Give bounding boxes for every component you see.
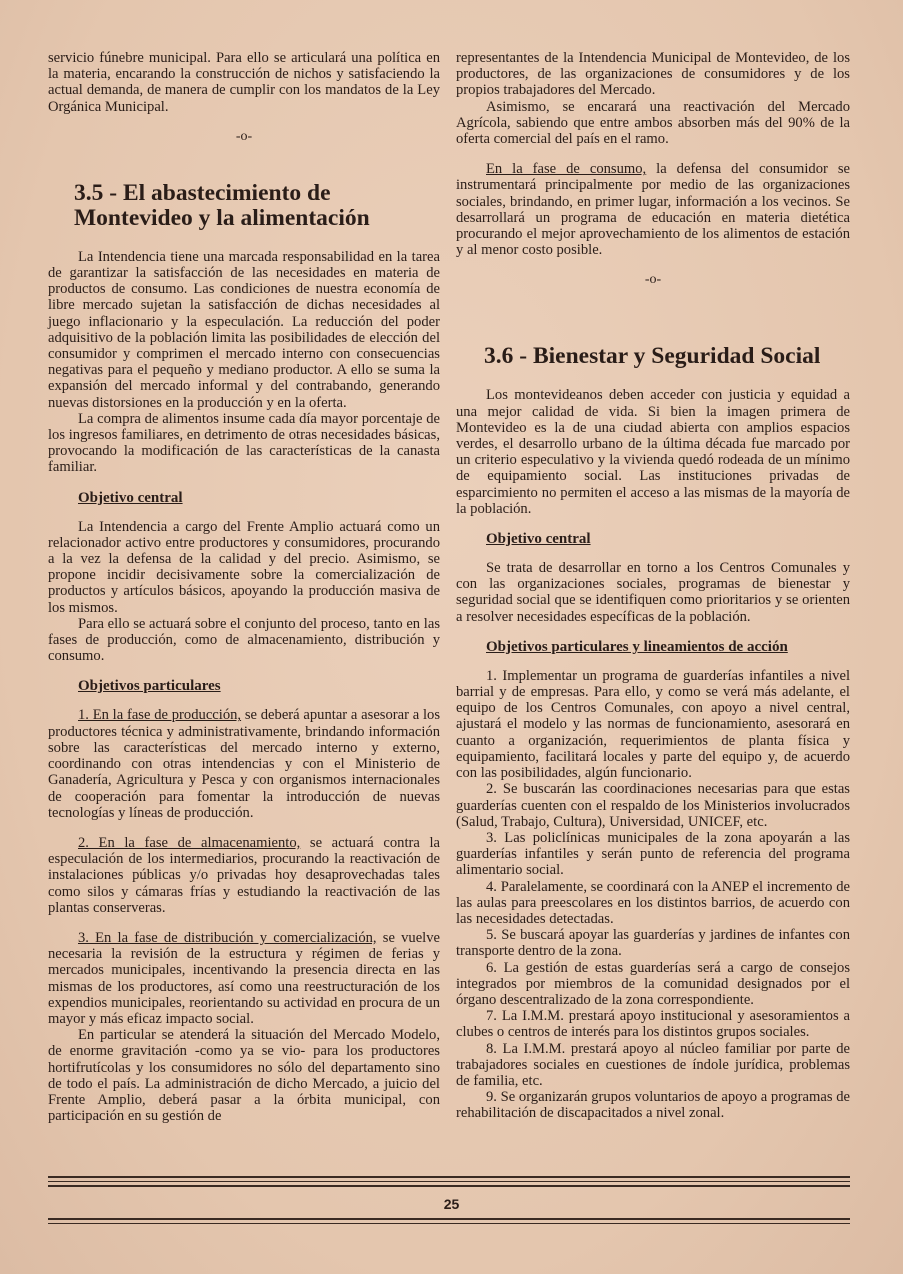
list-item: 8. La I.M.M. prestará apoyo al núcleo familiar por parte de trabajadores sociales en cuestiones de índole jurídica, problemas de familia, etc. [456,1040,850,1089]
list-item: 9. Se organizarán grupos voluntarios de apoyo a programas de rehabilitación de discapacitados a nivel zonal. [456,1089,850,1122]
objective-label: En la fase de consumo, [486,161,647,178]
subheading-objetivos-particulares: Objetivos particulares [78,678,221,695]
intro-paragraph: servicio fúnebre municipal. Para ello se articulará una política en la materia, encarando la construcción de nichos y satisfaciendo la actual demanda, de manera de cumplir con los mandatos de la Ley Orgánica Municipal. [48,50,440,115]
objective-paragraph [48,930,440,1027]
list-item: 7. La I.M.M. prestará apoyo institucional y asesoramientos a clubes o centros de interés para los distintos grupos sociales. [456,1008,850,1041]
body-paragraph: En particular se atenderá la situación del Mercado Modelo, de enorme gravitación -como ya se vio- para los productores hortifrutícolas y los consumidores no sólo del departamento sino de todo el país. La administración de dicho Mercado, a juicio del Frente Amplio, deberá pasar a la órbita municipal, con participación en su gestión de [48,1027,440,1125]
objective-text: se deberá apuntar a asesorar a los productores técnica y administrativamente, brindando información sobre las características del mercado interno y externo, coordinando con otras intendencias y con el Ministerio de Ganadería, Agricultura y Pesca y con organismos internacionales de cooperación para fomentar la introducción de nuevas tecnologías y líneas de producción. [48,707,441,821]
list-item: 4. Paralelamente, se coordinará con la ANEP el incremento de las aulas para preescolares en los distintos barrios, de acuerdo con las necesidades detectadas. [456,878,850,927]
page-number: 25 [443,1196,460,1212]
continued-paragraph: representantes de la Intendencia Municipal de Montevideo, de los productores, de las organizaciones de consumidores y de los propios trabajadores del Mercado. [456,50,850,99]
objective-text: la defensa del consumidor se instrumentará principalmente por medio de las organizaciones sociales, brindando, en primer lugar, información a los vecinos. Se desarrollará un programa de educación en materia dietética procurando el mejor aprovechamiento de los alimentos de estación y al menor costo posible. [456,161,850,259]
body-paragraph: Para ello se actuará sobre el conjunto del proceso, tanto en las fases de producción, como de almacenamiento, distribución y consumo. [48,615,440,665]
bottom-rule-thin [48,1223,850,1224]
list-item: 1. Implementar un programa de guarderías infantiles a nivel barrial y de empresas. Para ello, y como se verá más adelante, el equipo de los Centros Comunales, con apoyo a nivel central, ajustará el modelo y las normas de funcionamiento, asesorará en cuanto a organización, requerimientos de planta física y equipamiento, facilitará locales y parte del equipo y, de acuerdo con las posibilidades, algún funcionario. [456,667,850,782]
objective-paragraph [456,161,850,258]
footer-rules [48,1176,850,1190]
objective-label: 2. En la fase de almacenamiento, [78,834,301,851]
subheading-objetivo-central: Objetivo central [78,489,183,506]
separator: -o- [644,272,662,288]
list-item: 3. Las policlínicas municipales de la zona apoyarán a las guarderías infantiles y serán punto de referencia del programa alimentario social. [456,829,850,879]
list-item: 6. La gestión de estas guarderías será a cargo de consejos integrados por miembros de la comunidad designados por el órgano descentralizado de la zona correspondiente. [456,959,850,1008]
body-paragraph: Se trata de desarrollar en torno a los Centros Comunales y con las organizaciones sociales, programas de bienestar y seguridad social que se identifiquen como prioritarios y se orienten a resolver necesidades específicas de la población. [456,560,850,625]
subheading-objetivo-central: Objetivo central [486,531,591,548]
bottom-rule [48,1218,850,1220]
objective-text: se vuelve necesaria la revisión de la estructura y régimen de ferias y mercados municipales, incentivando la presencia directa en las mismas de los productores, así como una reestructuración de los expendios municipales, reorientando su actividad en procura de un mayor y más eficaz impacto social. [48,929,441,1027]
list-item: 5. Se buscará apoyar las guarderías y jardines de infantes con transporte dentro de la zona. [456,927,850,960]
right-column [456,50,850,1122]
body-paragraph: La compra de alimentos insume cada día mayor porcentaje de los ingresos familiares, en detrimento de otras necesidades básicas, provocando la modificación de las características de la canasta familiar. [48,410,440,476]
body-paragraph: La Intendencia tiene una marcada responsabilidad en la tarea de garantizar la satisfacción de las necesidades en materia de productos de consumo. Las condiciones de nuestra economía de libre mercado sujetan la satisfacción de dichas necesidades al juego inflacionario y la especulación. La reducción del poder adquisitivo de la población limita las posibilidades de elección del consumidor y comprimen el mercado interno con consecuencias negativas para el pequeño y mediano productor. A ello se suma la expansión del mercado informal y del contrabando, generando nuevas distorsiones en la producción y en la oferta. [48,248,440,411]
objective-paragraph [48,707,440,820]
numbered-list [456,668,850,1122]
objective-label: 1. En la fase de producción, [78,707,242,724]
body-paragraph: Los montevideanos deben acceder con justicia y equidad a una mejor calidad de vida. Si bien la imagen primera de Montevideo es la de una ciudad abierta con amplios espacios verdes, el desarrollo urbano de la última década fue marcado por un criterio especulativo y la vivienda quedó rodeada de un mínimo de equipamiento social. Las instituciones privadas de esparcimiento no permiten el acceso a las mismas de la mayoría de la población. [456,387,850,517]
body-paragraph: La Intendencia a cargo del Frente Amplio actuará como un relacionador activo entre productores y consumidores, procurando a la vez la defensa de la calidad y del precio. Asimismo, se propone incidir decisivamente sobre la comercialización de productos y artículos básicos, apoyando la producción masiva de los mismos. [48,518,440,616]
section-title-3-6: 3.6 - Bienestar y Seguridad Social [484,343,821,370]
subheading-objetivos-particulares: Objetivos particulares y lineamientos de acción [486,638,788,655]
objective-text: se actuará contra la especulación de los intermediarios, procurando la reactivación de instalaciones públicas y/o privadas hoy desaprovechadas tales como silos y cámaras frías y estudiando la reactivación de las plantas conserveras. [48,834,440,916]
left-column [48,50,440,1124]
body-paragraph: Asimismo, se encarará una reactivación del Mercado Agrícola, sabiendo que entre ambos absorben más del 90% de la oferta comercial del país en el ramo. [456,98,850,148]
objective-label: 3. En la fase de distribución y comercialización, [78,929,377,946]
section-title-3-5: 3.5 - El abastecimiento de Montevideo y la alimentación [74,179,370,231]
list-item: 2. Se buscarán las coordinaciones necesarias para que estas guarderías cuenten con el respaldo de los Ministerios involucrados (Salud, Trabajo, Cultura), Universidad, UNICEF, etc. [456,781,850,830]
separator: -o- [235,128,253,144]
objective-paragraph [48,835,440,916]
